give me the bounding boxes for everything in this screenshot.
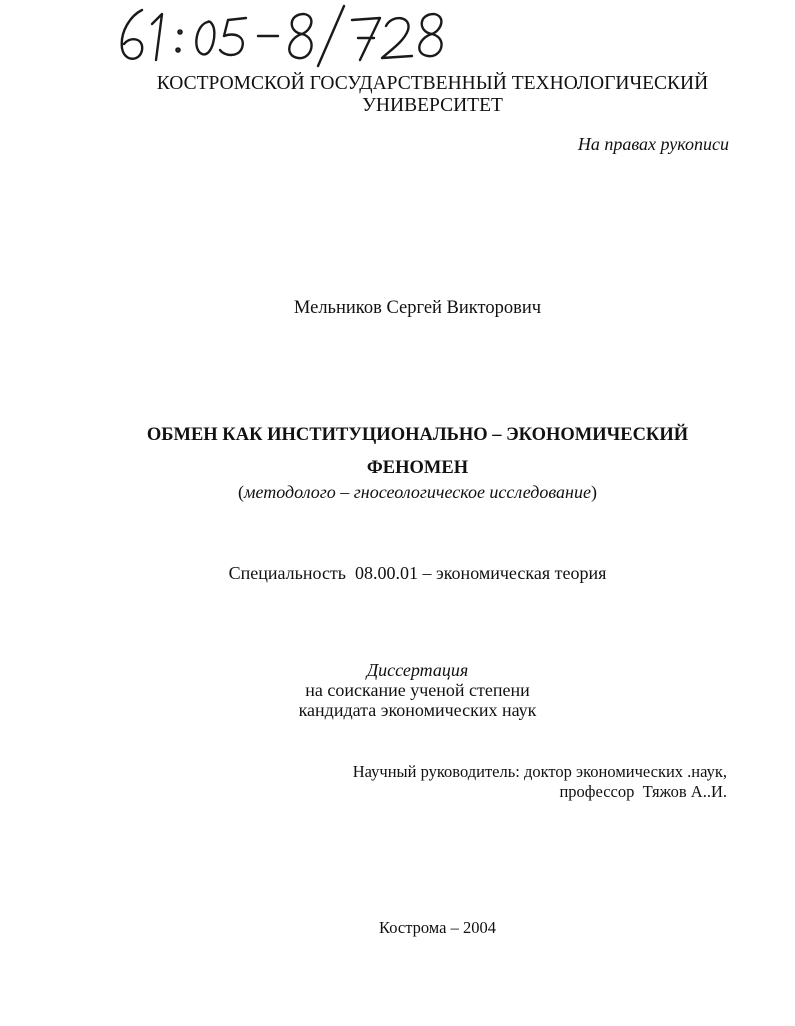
specialty-text: Специальность 08.00.01 – экономическая теория xyxy=(228,563,607,583)
dissertation-label: Диссертация xyxy=(366,660,469,680)
subtitle-text: методолого – гносеологическое исследование xyxy=(244,482,591,502)
title-line-2: ФЕНОМЕН xyxy=(366,458,469,478)
dissertation-subtitle xyxy=(20,482,795,503)
university-name-line-2: УНИВЕРСИТЕТ xyxy=(362,95,503,116)
scientific-supervisor xyxy=(353,762,727,802)
city-year: Кострома – 2004 xyxy=(379,918,496,937)
manuscript-rights-note: На правах рукописи xyxy=(577,134,729,154)
university-name xyxy=(150,73,715,117)
handwritten-stamp-drawing xyxy=(112,2,452,68)
supervisor-line-1: Научный руководитель: доктор экономических .наук, xyxy=(352,762,727,781)
handwritten-archive-number xyxy=(112,2,452,68)
dissertation-title xyxy=(20,419,795,485)
subtitle-close-paren: ) xyxy=(590,482,597,502)
title-line-1: ОБМЕН КАК ИНСТИТУЦИОНАЛЬНО – ЭКОНОМИЧЕСКИЙ xyxy=(146,425,689,445)
supervisor-line-2: профессор Тяжов А..И. xyxy=(559,782,727,801)
author-name: Мельников Сергей Викторович xyxy=(293,298,542,318)
specialty-line xyxy=(20,563,795,584)
degree-line-2: кандидата экономических наук xyxy=(298,700,537,720)
subtitle-open-paren: ( xyxy=(238,482,245,502)
degree-line-1: на соискание ученой степени xyxy=(305,680,530,700)
dissertation-degree-block xyxy=(20,660,795,720)
university-name-line-1: КОСТРОМСКОЙ ГОСУДАРСТВЕННЫЙ ТЕХНОЛОГИЧЕСКИЙ xyxy=(156,73,709,94)
